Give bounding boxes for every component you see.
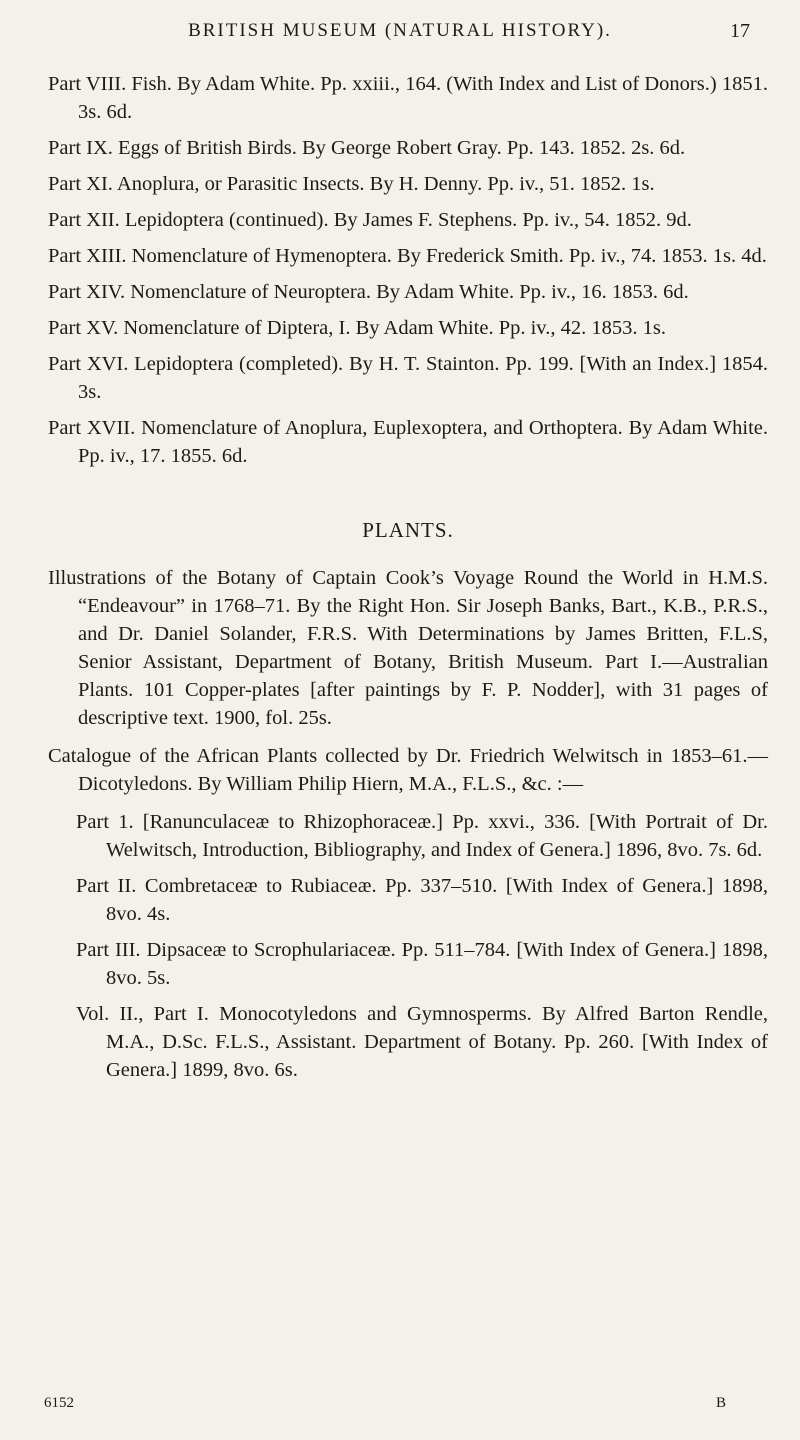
- entry-part-xvi: Part XVI. Lepidoptera (completed). By H. T. Stainton. Pp. 199. [With an Index.] 1854. 3s.: [48, 353, 768, 403]
- entry-part-xiv: Part XIV. Nomenclature of Neuroptera. By Adam White. Pp. iv., 16. 1853. 6d.: [48, 281, 689, 303]
- catalogue-part-3: Part III. Dipsaceæ to Scrophulariaceæ. Pp. 511–784. [With Index of Genera.] 1898, 8vo. 5s.: [76, 939, 768, 989]
- entry-part-viii: Part VIII. Fish. By Adam White. Pp. xxiii., 164. (With Index and List of Donors.) 1851. 3s. 6d.: [48, 73, 768, 123]
- entry-part-xii: Part XII. Lepidoptera (continued). By James F. Stephens. Pp. iv., 54. 1852. 9d.: [48, 209, 692, 231]
- entry-part-xi: Part XI. Anoplura, or Parasitic Insects. By H. Denny. Pp. iv., 51. 1852. 1s.: [48, 173, 655, 195]
- section-title-plants: PLANTS.: [362, 518, 454, 542]
- signature-number: 6152: [44, 1395, 74, 1411]
- catalogue-part-1: Part 1. [Ranunculaceæ to Rhizophoraceæ.] Pp. xxvi., 336. [With Portrait of Dr. Welwitsch, Introduction, Bibliography, and Index of Genera.] 1896, 8vo. 7s. 6d.: [76, 811, 768, 861]
- entry-part-xv: Part XV. Nomenclature of Diptera, I. By Adam White. Pp. iv., 42. 1853. 1s.: [48, 317, 666, 339]
- entry-part-xiii: Part XIII. Nomenclature of Hymenoptera. By Frederick Smith. Pp. iv., 74. 1853. 1s. 4d.: [48, 245, 767, 267]
- signature-letter: B: [716, 1395, 727, 1411]
- entry-part-ix: Part IX. Eggs of British Birds. By George Robert Gray. Pp. 143. 1852. 2s. 6d.: [48, 137, 686, 159]
- entry-catalogue: Catalogue of the African Plants collected by Dr. Friedrich Welwitsch in 1853–61.—Dicotyledons. By William Philip Hiern, M.A., F.L.S., &c. :—: [48, 745, 768, 795]
- running-title: BRITISH MUSEUM (NATURAL HISTORY).: [188, 20, 612, 41]
- catalogue-vol-2-part-1: Vol. II., Part I. Monocotyledons and Gymnosperms. By Alfred Barton Rendle, M.A., D.Sc. F.L.S., Assistant. Department of Botany. Pp. 260. [With Index of Genera.] 1899, 8vo. 6s.: [76, 1003, 768, 1081]
- page-number: 17: [730, 20, 750, 42]
- entry-illustrations: Illustrations of the Botany of Captain Cook’s Voyage Round the World in H.M.S. “Endeavour” in 1768–71. By the Right Hon. Sir Joseph Banks, Bart., K.B., P.R.S., and Dr. Daniel Solander, F.R.S. With Determinations by James Britten, F.L.S, Senior Assistant, Department of Botany, British Museum. Part I.—Australian Plants. 101 Copper-plates [after paintings by F. P. Nodder], with 31 pages of descriptive text. 1900, fol. 25s.: [48, 567, 768, 729]
- entry-part-xvii: Part XVII. Nomenclature of Anoplura, Euplexoptera, and Orthoptera. By Adam White. Pp. iv., 17. 1855. 6d.: [48, 417, 768, 467]
- catalogue-part-2: Part II. Combretaceæ to Rubiaceæ. Pp. 337–510. [With Index of Genera.] 1898, 8vo. 4s.: [76, 875, 768, 925]
- page-body: [48, 70, 768, 1092]
